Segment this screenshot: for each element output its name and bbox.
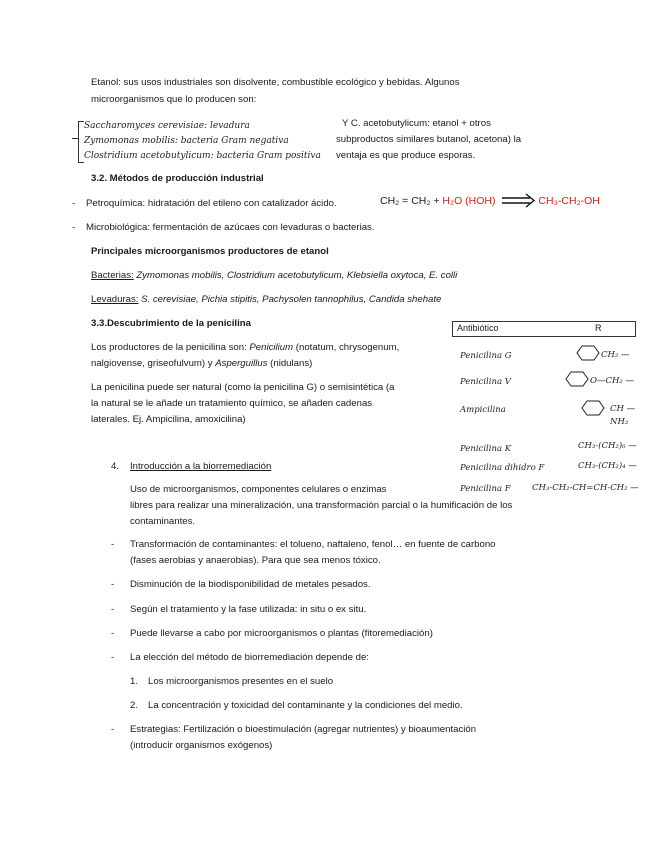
yeast-label: Levaduras: bbox=[91, 294, 139, 305]
bullet-4: Puede llevarse a cabo por microorganismos o plantas (fitoremediación) bbox=[130, 628, 433, 639]
bullet-6-line-1: Estrategias: Fertilización o bioestimulación (agregar nutrientes) y bioaumentación bbox=[130, 724, 477, 735]
bullet-2: Disminución de la biodisponibilidad de metales pesados. bbox=[130, 579, 371, 590]
section-3-2-title: 3.2. Métodos de producción industrial bbox=[91, 173, 264, 184]
side-note-line-1: Y C. acetobutylicum: etanol + otros bbox=[342, 118, 491, 129]
reaction-arrow-icon bbox=[500, 196, 536, 206]
benzene-ring-icon bbox=[582, 401, 604, 415]
table-row-r: O—CH₂ — bbox=[590, 376, 634, 386]
side-note-line-3: ventaja es que produce esporas. bbox=[336, 150, 476, 161]
table-row-r: CH₃-(CH₂)₆ — bbox=[578, 441, 637, 451]
table-row-r: CH₂ — bbox=[601, 350, 630, 360]
section-4-p-line-2: libres para realizar una mineralización, una transformación parcial o la humificación de los bbox=[130, 500, 513, 511]
antibiotic-table-header bbox=[452, 321, 636, 337]
p1-b: Penicilium bbox=[249, 342, 294, 353]
table-col-antibiotic: Antibiótico bbox=[457, 323, 499, 333]
section-4-p-line-1: Uso de microorganismos, componentes celulares o enzimas bbox=[130, 484, 387, 495]
p1-line2c: (nidulans) bbox=[267, 358, 313, 369]
dash-petro: - bbox=[72, 198, 76, 209]
p1-line2b: Asperguillus bbox=[215, 358, 268, 369]
side-note-line-2: subproductos similares butanol, acetona) la bbox=[336, 134, 522, 145]
p1-a: Los productores de la penicilina son: bbox=[91, 342, 250, 353]
table-row-name: Penicilina F bbox=[460, 484, 511, 494]
table-row-r: CH₃-CH₂-CH=CH-CH₂ — bbox=[532, 483, 639, 493]
section-3-3-title: 3.3.Descubrimiento de la penicilina bbox=[91, 318, 251, 329]
petro-text: Petroquímica: hidratación del etileno con catalizador ácido. bbox=[86, 198, 337, 209]
section-4-p-line-3: contaminantes. bbox=[130, 516, 196, 527]
penicillin-p2-line-1: La penicilina puede ser natural (como la penicilina G) o semisintética (a bbox=[91, 382, 395, 393]
bacteria-list: Zymomonas mobilis, Clostridium acetobutylicum, Klebsiella oxytoca, E. colli bbox=[133, 270, 458, 281]
section-4-number: 4. bbox=[111, 461, 120, 472]
table-row-r: CH₃-(CH₂)₄ — bbox=[578, 461, 637, 471]
benzene-ring-icon bbox=[566, 372, 588, 386]
dash-micro: - bbox=[72, 222, 76, 233]
table-col-r: R bbox=[595, 323, 602, 333]
table-row-name: Penicilina dihidro F bbox=[460, 463, 545, 473]
penicillin-p1-line-2 bbox=[91, 358, 312, 369]
p1-line2a: nalgiovense, griseofulvum) y bbox=[91, 358, 216, 369]
yeast-line bbox=[91, 294, 441, 305]
table-row-r2: NH₂ bbox=[610, 417, 629, 427]
table-row-r: CH — bbox=[610, 404, 636, 414]
numbered-1-n: 1. bbox=[130, 676, 139, 687]
bullet-6-line-2: (introducir organismos exógenos) bbox=[130, 740, 273, 751]
bullet-1-line-1: Transformación de contaminantes: el tolueno, naftaleno, fenol… en fuente de carbono bbox=[130, 539, 496, 550]
table-row-name: Penicilina G bbox=[460, 351, 512, 361]
bullet-3: Según el tratamiento y la fase utilizada: in situ o ex situ. bbox=[130, 604, 367, 615]
intro-line-2: microorganismos que lo producen son: bbox=[91, 94, 257, 105]
equation-reactant: CH₂ = CH₂ + bbox=[380, 195, 443, 207]
table-row-name: Ampicilina bbox=[460, 405, 506, 415]
penicillin-p2-line-3: laterales. Ej. Ampicilina, amoxicilina) bbox=[91, 414, 246, 425]
benzene-ring-icon bbox=[577, 346, 599, 360]
bacteria-line bbox=[91, 270, 457, 281]
bullet-dash: - bbox=[111, 604, 115, 615]
organisms-brace-tick bbox=[72, 138, 78, 139]
bullet-5: La elección del método de biorremediación depende de: bbox=[130, 652, 369, 663]
table-row-name: Penicilina V bbox=[460, 377, 511, 387]
table-row-name: Penicilina K bbox=[460, 444, 512, 454]
penicillin-p2-line-2: la natural se le añade un tratamiento químico, se añaden cadenas bbox=[91, 398, 373, 409]
organism-2: Zymomonas mobilis: bacteria Gram negativa bbox=[84, 136, 289, 146]
bullet-dash: - bbox=[111, 628, 115, 639]
penicillin-p1-line-1 bbox=[91, 342, 399, 353]
bullet-dash: - bbox=[111, 539, 115, 550]
numbered-1-text: Los microorganismos presentes en el suelo bbox=[148, 676, 334, 687]
intro-line-1: Etanol: sus usos industriales son disolvente, combustible ecológico y bebidas. Algunos bbox=[91, 77, 460, 88]
bullet-dash: - bbox=[111, 724, 115, 735]
yeast-list: S. cerevisiae, Pichia stipitis, Pachysolen tannophilus, Candida shehate bbox=[138, 294, 442, 305]
organism-3: Clostridium acetobutylicum: bacteria Gram positiva bbox=[84, 151, 321, 161]
bacteria-label: Bacterias: bbox=[91, 270, 134, 281]
numbered-2-text: La concentración y toxicidad del contaminante y la condiciones del medio. bbox=[148, 700, 463, 711]
section-4-title: Introducción a la biorremediación bbox=[130, 461, 272, 472]
micro-text: Microbiológica: fermentación de azúcaes con levaduras o bacterias. bbox=[86, 222, 375, 233]
bullet-dash: - bbox=[111, 652, 115, 663]
bullet-dash: - bbox=[111, 579, 115, 590]
equation-product: CH₃-CH₂-OH bbox=[538, 195, 600, 207]
petro-equation bbox=[380, 195, 600, 207]
producers-title: Principales microorganismos productores de etanol bbox=[91, 246, 329, 257]
equation-water: H₂O (HOH) bbox=[442, 195, 496, 207]
p1-c: (notatum, chrysogenum, bbox=[293, 342, 400, 353]
organism-1: Saccharomyces cerevisiae: levadura bbox=[84, 121, 250, 131]
bullet-1-line-2: (fases aerobias y anaerobias). Para que sea menos tóxico. bbox=[130, 555, 381, 566]
numbered-2-n: 2. bbox=[130, 700, 139, 711]
